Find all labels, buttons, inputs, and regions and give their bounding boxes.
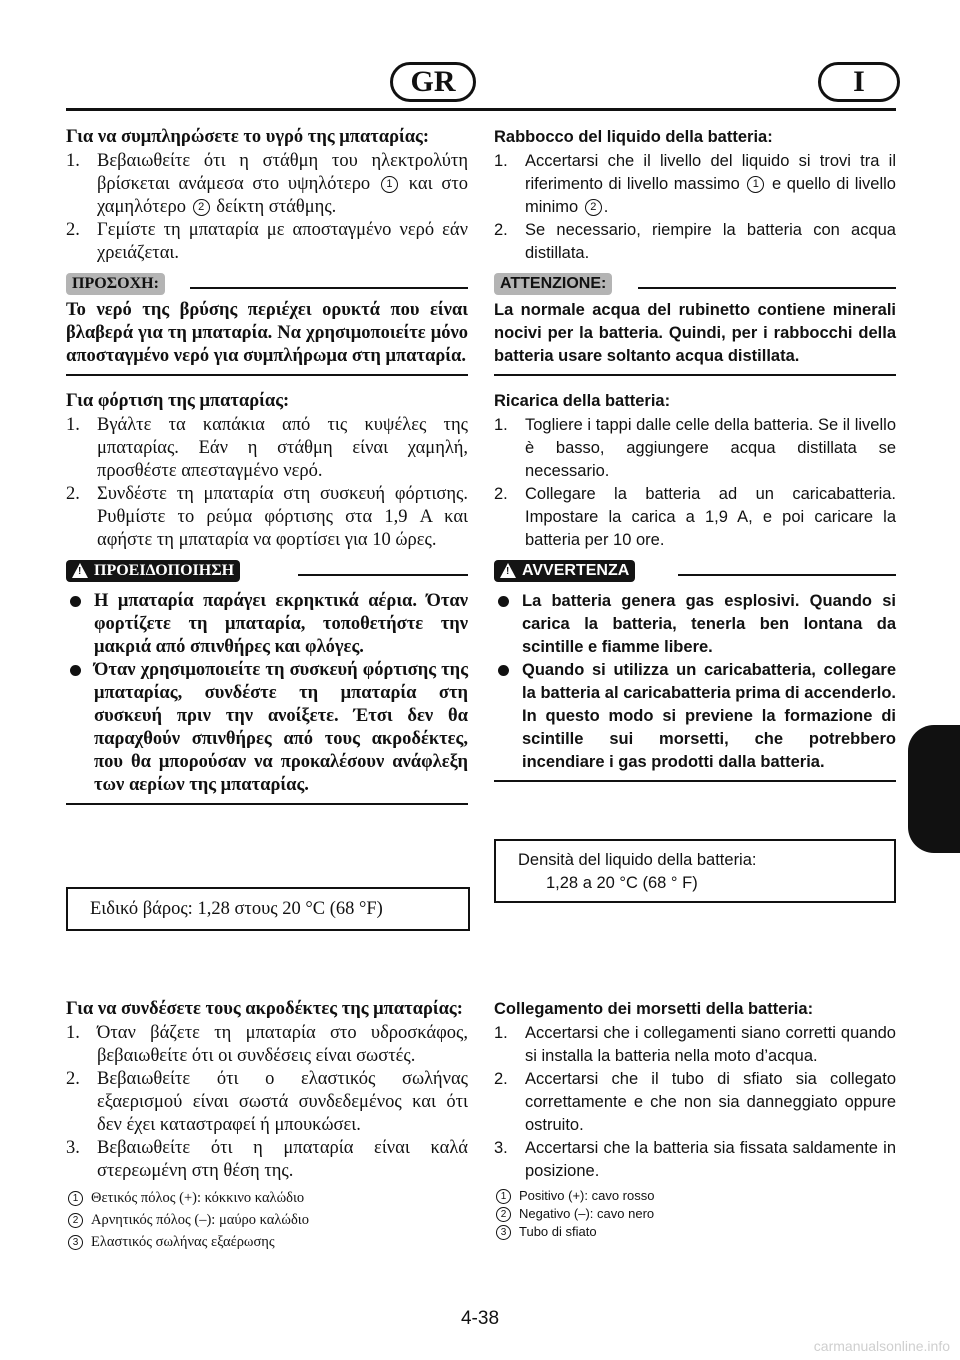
- caution-rule: [638, 287, 896, 289]
- bullet-text: Η μπαταρία παράγει εκρηκτικά αέρια. Όταν φορτίζετε τη μπαταρία, τοποθετήστε την μακριά από σπινθήρες και φλόγες.: [94, 591, 468, 657]
- step-text: δείκτη στάθμης.: [216, 197, 337, 217]
- header-rule: [66, 108, 896, 111]
- gr-charge-step-1: [66, 414, 468, 483]
- it-column-top: [494, 126, 896, 782]
- it-charge-step-1: [494, 414, 896, 483]
- chapter-tab: [908, 725, 960, 853]
- it-fill-step-2: [494, 219, 896, 265]
- it-fill-heading: Rabbocco del liquido della batteria:: [494, 128, 773, 146]
- gr-connect-step-2: [66, 1068, 468, 1137]
- gr-charge-step-2: [66, 483, 468, 552]
- bullet-text: Όταν χρησιμοποιείτε τη συσκευή φόρτισης της μπαταρίας, συνδέστε τη μπαταρία στη συσκευή πριν την ανοίξετε. Έτσι δεν θα παραχθούν σπινθήρες από τους ακροδέκτες, που θα μπορούσαν να προκαλέσουν ανάφλεξη των αερίων της μπαταρίας.: [94, 660, 468, 795]
- step-text: .: [603, 198, 609, 216]
- legend-text: Θετικός πόλος (+): κόκκινο καλώδιο: [91, 1190, 305, 1206]
- step-text: Se necessario, riempire la batteria con acqua distillata.: [525, 221, 896, 262]
- it-spec-box: [494, 839, 896, 903]
- gr-column-top: [66, 126, 468, 805]
- it-connect-heading: Collegamento dei morsetti della batteria:: [494, 1000, 814, 1018]
- it-caution-row: [494, 273, 896, 295]
- gr-connect-step-1: [66, 1022, 468, 1068]
- step-text: Γεμίστε τη μπαταρία με αποσταγμένο νερό εάν χρειάζεται.: [97, 220, 468, 263]
- it-charge-heading: Ricarica della batteria:: [494, 392, 671, 410]
- warning-rule: [298, 574, 468, 576]
- step-text: e quello di livello minimo: [525, 175, 896, 216]
- step-text: Βεβαιωθείτε ότι η μπαταρία είναι καλά στερεωμένη στη θέση της.: [97, 1138, 468, 1181]
- ref-marker: 3: [496, 1225, 511, 1240]
- it-connect-step-1: [494, 1022, 896, 1068]
- legend-text: Tubo di sfiato: [519, 1224, 597, 1239]
- it-column-bottom: [494, 998, 896, 1241]
- legend-item: [494, 1205, 896, 1223]
- step-number: 1.: [66, 151, 80, 171]
- step-text: Accertarsi che i collegamenti siano corretti quando si installa la batteria nella moto d’acqua.: [525, 1024, 896, 1065]
- step-text: Συνδέστε τη μπαταρία στη συσκευή φόρτισης. Ρυθμίστε το ρεύμα φόρτισης στα 1,9 A και αφήστε τη μπαταρία να φορτίσει για 10 ώρες.: [97, 484, 468, 550]
- gr-charge-heading: Για φόρτιση της μπαταρίας:: [66, 391, 290, 411]
- legend-text: Ελαστικός σωλήνας εξαέρωσης: [91, 1234, 275, 1250]
- ref-marker: 3: [68, 1235, 83, 1250]
- spec-text: Ειδικό βάρος: 1,28 στους 20 °C (68 °F): [90, 899, 383, 919]
- gr-caution-text: Το νερό της βρύσης περιέχει ορυκτά που είναι βλαβερά για τη μπαταρία. Να χρησιμοποιείτε μόνο αποσταγμένο νερό για συμπλήρωμα στη μπαταρία.: [66, 300, 468, 366]
- it-warning-row: [494, 560, 896, 582]
- step-text: Accertarsi che la batteria sia fissata saldamente in posizione.: [525, 1139, 896, 1180]
- step-text: Accertarsi che il livello del liquido si trovi tra il riferimento di livello massimo: [525, 152, 896, 193]
- step-number: 2.: [66, 1069, 80, 1089]
- gr-caution-row: [66, 273, 468, 295]
- warning-label: AVVERTENZA: [522, 562, 630, 579]
- ref-marker: 1: [381, 176, 398, 193]
- step-number: 2.: [494, 485, 508, 503]
- legend-item: [66, 1187, 468, 1209]
- warning-triangle-icon: !: [500, 563, 516, 578]
- step-text: Accertarsi che il tubo di sfiato sia collegato correttamente e che non sia danneggiato oppure ostruito.: [525, 1070, 896, 1134]
- step-text: Όταν βάζετε τη μπαταρία στο υδροσκάφος, βεβαιωθείτε ότι οι συνδέσεις είναι σωστές.: [97, 1023, 468, 1066]
- legend-text: Positivo (+): cavo rosso: [519, 1188, 655, 1203]
- bullet-text: Quando si utilizza un caricabatteria, collegare la batteria al caricabatteria prima di accenderlo. In questo modo si previene la formazione di scintille sui morsetti, che potrebbero incendiare i gas prodotti dalla batteria.: [522, 661, 896, 771]
- gr-fill-step-1: [66, 150, 468, 219]
- gr-warning-bullet-1: [66, 590, 468, 659]
- legend-item: [494, 1223, 896, 1241]
- step-number: 2.: [66, 220, 80, 240]
- warning-end-rule: [494, 780, 896, 782]
- warning-label: ΠΡΟΕΙΔΟΠΟΙΗΣΗ: [94, 562, 235, 579]
- gr-fill-step-2: [66, 219, 468, 265]
- gr-spec-box: [66, 887, 470, 931]
- ref-marker: 1: [68, 1191, 83, 1206]
- it-caution-text: La normale acqua del rubinetto contiene minerali nocivi per la batteria. Quindi, per i rabbocchi della batteria usare soltanto acqua distillata.: [494, 301, 896, 365]
- step-number: 3.: [494, 1139, 508, 1157]
- spec-text: Densità del liquido della batteria:: [518, 851, 757, 869]
- warning-triangle-icon: !: [72, 563, 88, 578]
- bullet-icon: [498, 596, 509, 607]
- it-fill-step-1: [494, 150, 896, 219]
- gr-warning-row: [66, 560, 468, 582]
- step-number: 1.: [494, 416, 508, 434]
- warning-rule: [678, 574, 896, 576]
- step-text: Collegare la batteria ad un caricabatteria. Impostare la carica a 1,9 A, e poi caricare la batteria per 10 ore.: [525, 485, 896, 549]
- step-text: Βεβαιωθείτε ότι η στάθμη του ηλεκτρολύτη βρίσκεται ανάμεσα στο υψηλότερο: [97, 151, 468, 194]
- caution-end-rule: [494, 374, 896, 376]
- step-text: Βεβαιωθείτε ότι ο ελαστικός σωλήνας εξαερισμού είναι σωστά συνδεδεμένος και ότι δεν έχει καταστραφεί ή μπουκώσει.: [97, 1069, 468, 1135]
- it-connect-step-2: [494, 1068, 896, 1137]
- spec-text: 1,28 a 20 °C (68 ° F): [546, 874, 698, 892]
- ref-marker: 2: [585, 199, 602, 216]
- step-number: 1.: [66, 1023, 80, 1043]
- bullet-icon: [498, 665, 509, 676]
- gr-figure-legend: [66, 1187, 468, 1253]
- lang-label-it: I: [818, 62, 900, 102]
- caution-end-rule: [66, 374, 468, 376]
- gr-connect-step-3: [66, 1137, 468, 1183]
- step-text: Togliere i tappi dalle celle della batteria. Se il livello è basso, aggiungere acqua distillata se necessario.: [525, 416, 896, 480]
- legend-item: [494, 1187, 896, 1205]
- ref-marker: 2: [68, 1213, 83, 1228]
- step-number: 1.: [494, 1024, 508, 1042]
- legend-text: Negativo (–): cavo nero: [519, 1206, 655, 1221]
- ref-marker: 1: [747, 176, 764, 193]
- step-number: 1.: [494, 152, 508, 170]
- it-figure-legend: [494, 1187, 896, 1241]
- gr-column-bottom: [66, 998, 468, 1253]
- page-number: 4-38: [460, 1308, 500, 1329]
- it-warning-badge: [494, 560, 635, 582]
- legend-text: Αρνητικός πόλος (–): μαύρο καλώδιο: [91, 1212, 309, 1228]
- step-number: 1.: [66, 415, 80, 435]
- warning-end-rule: [66, 803, 468, 805]
- it-charge-step-2: [494, 483, 896, 552]
- gr-warning-badge: [66, 560, 240, 582]
- step-number: 3.: [66, 1138, 80, 1158]
- gr-connect-heading: Για να συνδέσετε τους ακροδέκτες της μπαταρίας:: [66, 999, 463, 1019]
- step-text: Βγάλτε τα καπάκια από τις κυψέλες της μπαταρίας. Εάν η στάθμη είναι χαμηλή, προσθέστε απεσταγμένο νερό.: [97, 415, 468, 481]
- ref-marker: 2: [496, 1207, 511, 1222]
- caution-rule: [190, 287, 468, 289]
- bullet-icon: [70, 665, 81, 676]
- gr-warning-bullet-2: [66, 659, 468, 797]
- ref-marker: 1: [496, 1189, 511, 1204]
- gr-caution-badge: ΠΡΟΣΟΧΗ:: [66, 273, 165, 295]
- gr-fill-heading: Για να συμπληρώσετε το υγρό της μπαταρίας:: [66, 127, 429, 147]
- it-connect-step-3: [494, 1137, 896, 1183]
- step-number: 2.: [494, 221, 508, 239]
- lang-label-gr: GR: [390, 62, 476, 102]
- step-number: 2.: [66, 484, 80, 504]
- legend-item: [66, 1231, 468, 1253]
- ref-marker: 2: [193, 199, 210, 216]
- it-warning-bullet-2: [494, 659, 896, 774]
- step-number: 2.: [494, 1070, 508, 1088]
- bullet-icon: [70, 596, 81, 607]
- it-caution-badge: ATTENZIONE:: [494, 273, 612, 295]
- legend-item: [66, 1209, 468, 1231]
- step-text: και στο χαμηλότερο: [97, 174, 469, 217]
- bullet-text: La batteria genera gas esplosivi. Quando si carica la batteria, tenerla ben lontana da scintille e fiamme libere.: [522, 592, 896, 656]
- it-warning-bullet-1: [494, 590, 896, 659]
- watermark: carmanualsonline.info: [813, 1338, 950, 1354]
